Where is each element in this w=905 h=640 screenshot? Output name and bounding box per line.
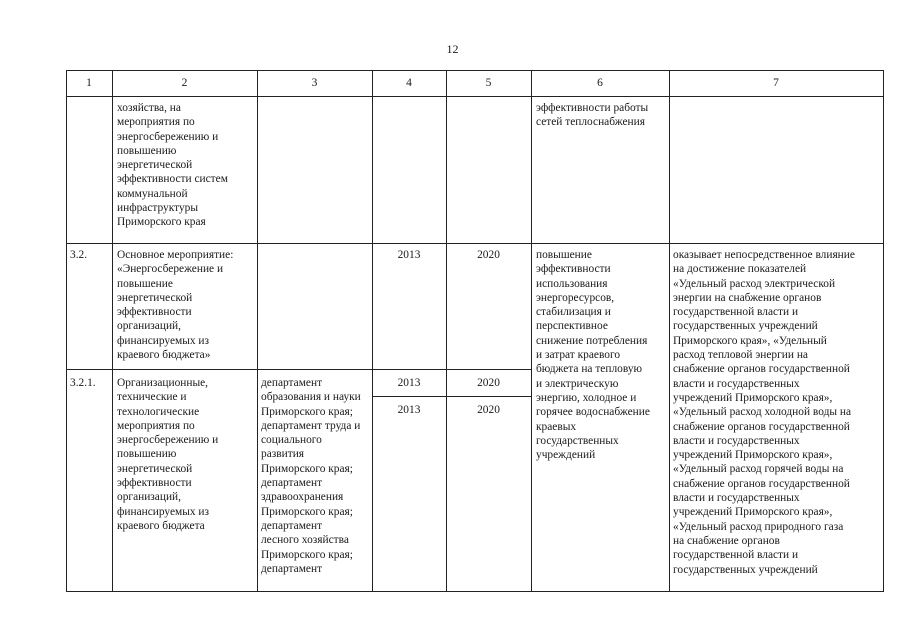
table-border-right — [883, 70, 884, 592]
start-year: 2013 — [397, 404, 421, 416]
column-divider — [372, 70, 373, 592]
start-year: 2013 — [397, 377, 421, 389]
column-divider — [257, 70, 258, 592]
activity-name: Организационные, технические и технологические мероприятия по энергосбережению и повышению энергетической эффективности организаций, финансируемых из краевого бюджета — [117, 377, 219, 532]
column-divider — [446, 70, 447, 592]
table-border-bottom — [66, 591, 884, 592]
column-divider — [669, 70, 670, 592]
column-header: 3 — [311, 77, 318, 89]
row-number: 3.2. — [70, 249, 88, 261]
column-header: 5 — [485, 77, 492, 89]
column-header: 1 — [86, 77, 92, 89]
end-year: 2020 — [477, 377, 500, 389]
end-year: 2020 — [477, 404, 500, 416]
column-header: 7 — [773, 77, 779, 89]
table-border-top — [66, 70, 884, 71]
indicator-link: оказывает непосредственное влияние на достижение показателей «Удельный расход электрической энергии на снабжение органов государственной власти и государственных учреждений Приморского края», «Удельный расход тепловой энергии на снабжение органов государственной власти и государственных учреждений Приморского края», «Удельный расход холодной воды на снабжение органов государственной власти и государственных учреждений Приморского края», «Удельный расход горячей воды на снабжение органов государственной власти и государственных учреждений Приморского края», «Удельный расход природного газа на снабжение органов государственной власти и государственных учреждений — [673, 249, 855, 576]
date-subrow-separator — [372, 396, 531, 397]
start-year: 2013 — [397, 249, 421, 261]
table-border-left — [66, 70, 67, 592]
expected-result: эффективности работы сетей теплоснабжения — [536, 102, 649, 129]
executor: департамент образования и науки Приморского края; департамент труда и социального развития Приморского края; департамент здравоохранения Приморского края; департамент лесного хозяйства Приморского края; департамент — [261, 377, 361, 575]
activity-name: хозяйства, на мероприятия по энергосбережению и повышению энергетической эффективности систем коммунальной инфраструктуры Приморского края — [117, 102, 228, 229]
end-year: 2020 — [477, 249, 500, 261]
expected-result: повышение эффективности использования энергоресурсов, стабилизация и перспективное снижение потребления и затрат краевого бюджета на тепловую и электрическую энергию, холодное и горячее водоснабжение краевых государственных учреждений — [536, 249, 650, 462]
header-separator — [66, 96, 884, 97]
row-separator — [66, 243, 884, 244]
activity-name: Основное мероприятие: «Энергосбережение и повышение энергетической эффективности организаций, финансируемых из краевого бюджета» — [117, 249, 234, 362]
column-header: 2 — [181, 77, 188, 89]
page-number: 12 — [446, 42, 459, 56]
column-header: 6 — [597, 77, 603, 89]
row-separator — [66, 369, 531, 370]
column-divider — [112, 70, 113, 592]
column-divider — [531, 70, 532, 592]
row-number: 3.2.1. — [70, 377, 96, 389]
column-header: 4 — [406, 77, 412, 89]
